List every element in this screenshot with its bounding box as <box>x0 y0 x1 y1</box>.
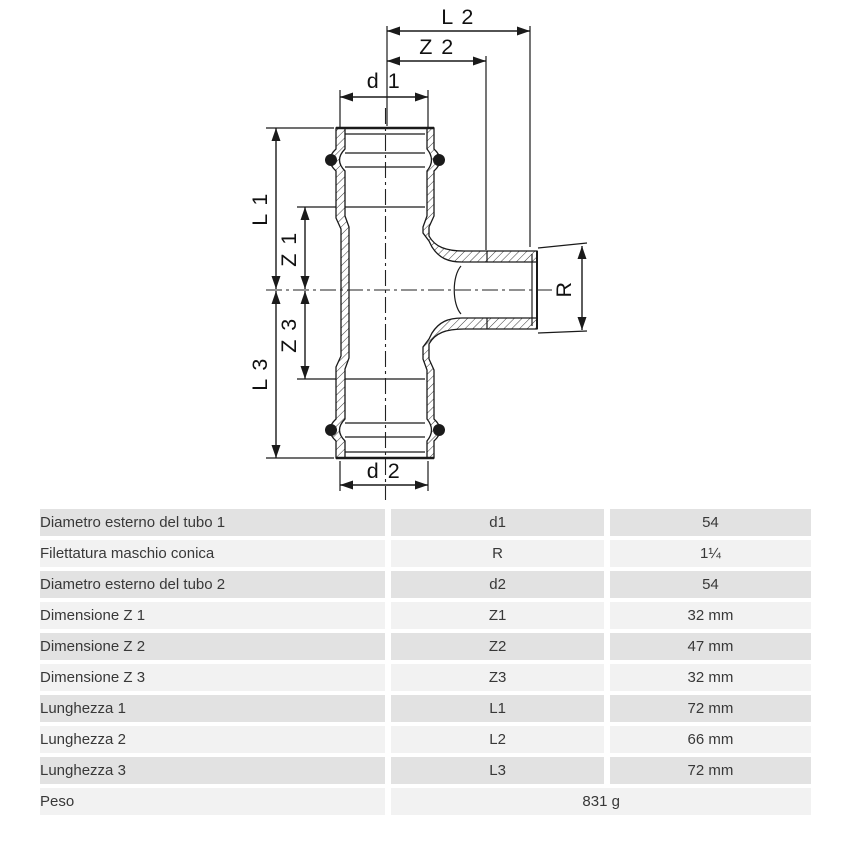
spec-value-cell: 1¼ <box>610 540 811 567</box>
arrowhead <box>517 27 530 36</box>
arrowhead <box>340 481 353 490</box>
dim-label-z2: Z 2 <box>419 35 455 59</box>
spec-value-cell: 54 <box>610 509 811 536</box>
spec-value-cell: 32 mm <box>610 602 811 629</box>
arrowhead <box>387 27 400 36</box>
table-row <box>40 726 811 753</box>
arrowhead <box>415 481 428 490</box>
dim-label-z3: Z 3 <box>277 317 301 353</box>
right-upper-wall-section <box>423 128 537 262</box>
dim-label-d1: d 1 <box>366 69 402 93</box>
spec-value-cell: 47 mm <box>610 633 811 660</box>
table-row <box>40 788 811 815</box>
table-row <box>40 633 811 660</box>
spec-code-cell: Z1 <box>391 602 604 629</box>
left-wall-section <box>330 128 349 458</box>
o-ring-dot <box>325 424 337 436</box>
table-row <box>40 664 811 691</box>
table-row <box>40 540 811 567</box>
dim-label-d2: d 2 <box>366 459 402 483</box>
spec-label-cell: Lunghezza 1 <box>40 695 385 722</box>
spec-code-cell: d1 <box>391 509 604 536</box>
spec-label-cell: Dimensione Z 1 <box>40 602 385 629</box>
o-ring-dot <box>433 424 445 436</box>
spec-code-cell: L1 <box>391 695 604 722</box>
spec-label-cell: Peso <box>40 788 385 815</box>
spec-value-cell: 72 mm <box>610 757 811 784</box>
dim-label-r: R <box>552 280 576 298</box>
fitting-body <box>325 128 537 458</box>
table-row <box>40 695 811 722</box>
spec-value-cell: 66 mm <box>610 726 811 753</box>
spec-label-cell: Lunghezza 2 <box>40 726 385 753</box>
spec-code-cell: Z3 <box>391 664 604 691</box>
dim-label-l1: L 1 <box>248 192 272 226</box>
dim-label-z1: Z 1 <box>277 231 301 267</box>
arrowhead <box>387 57 400 66</box>
arrowhead <box>578 246 587 259</box>
arrowhead <box>272 128 281 141</box>
ext-line <box>538 331 587 333</box>
table-row <box>40 509 811 536</box>
spec-table <box>34 505 817 819</box>
o-ring-dot <box>433 154 445 166</box>
arrowhead <box>301 276 310 289</box>
spec-label-cell: Diametro esterno del tubo 2 <box>40 571 385 598</box>
spec-label-cell: Diametro esterno del tubo 1 <box>40 509 385 536</box>
spec-label-cell: Filettatura maschio conica <box>40 540 385 567</box>
spec-label-cell: Lunghezza 3 <box>40 757 385 784</box>
arrowhead <box>272 291 281 304</box>
spec-code-cell: R <box>391 540 604 567</box>
arrowhead <box>473 57 486 66</box>
table-row <box>40 571 811 598</box>
table-row <box>40 757 811 784</box>
spec-code-cell: L3 <box>391 757 604 784</box>
right-lower-wall-section <box>423 318 537 458</box>
dimensions <box>248 5 587 491</box>
arrowhead <box>340 93 353 102</box>
arrowhead <box>272 276 281 289</box>
spec-value-cell: 72 mm <box>610 695 811 722</box>
ext-line <box>538 243 587 248</box>
table-row <box>40 602 811 629</box>
dim-label-l2: L 2 <box>441 5 475 29</box>
arrowhead <box>301 291 310 304</box>
spec-value-cell: 54 <box>610 571 811 598</box>
spec-code-cell: Z2 <box>391 633 604 660</box>
o-ring-dot <box>325 154 337 166</box>
dim-label-l3: L 3 <box>248 357 272 391</box>
spec-table-section <box>34 505 817 819</box>
arrowhead <box>415 93 428 102</box>
spec-value-cell: 32 mm <box>610 664 811 691</box>
spec-label-cell: Dimensione Z 2 <box>40 633 385 660</box>
spec-label-cell: Dimensione Z 3 <box>40 664 385 691</box>
spec-value-cell: 831 g <box>391 788 811 815</box>
spec-code-cell: L2 <box>391 726 604 753</box>
arrowhead <box>301 207 310 220</box>
spec-code-cell: d2 <box>391 571 604 598</box>
arrowhead <box>272 445 281 458</box>
arrowhead <box>301 366 310 379</box>
arrowhead <box>578 317 587 330</box>
